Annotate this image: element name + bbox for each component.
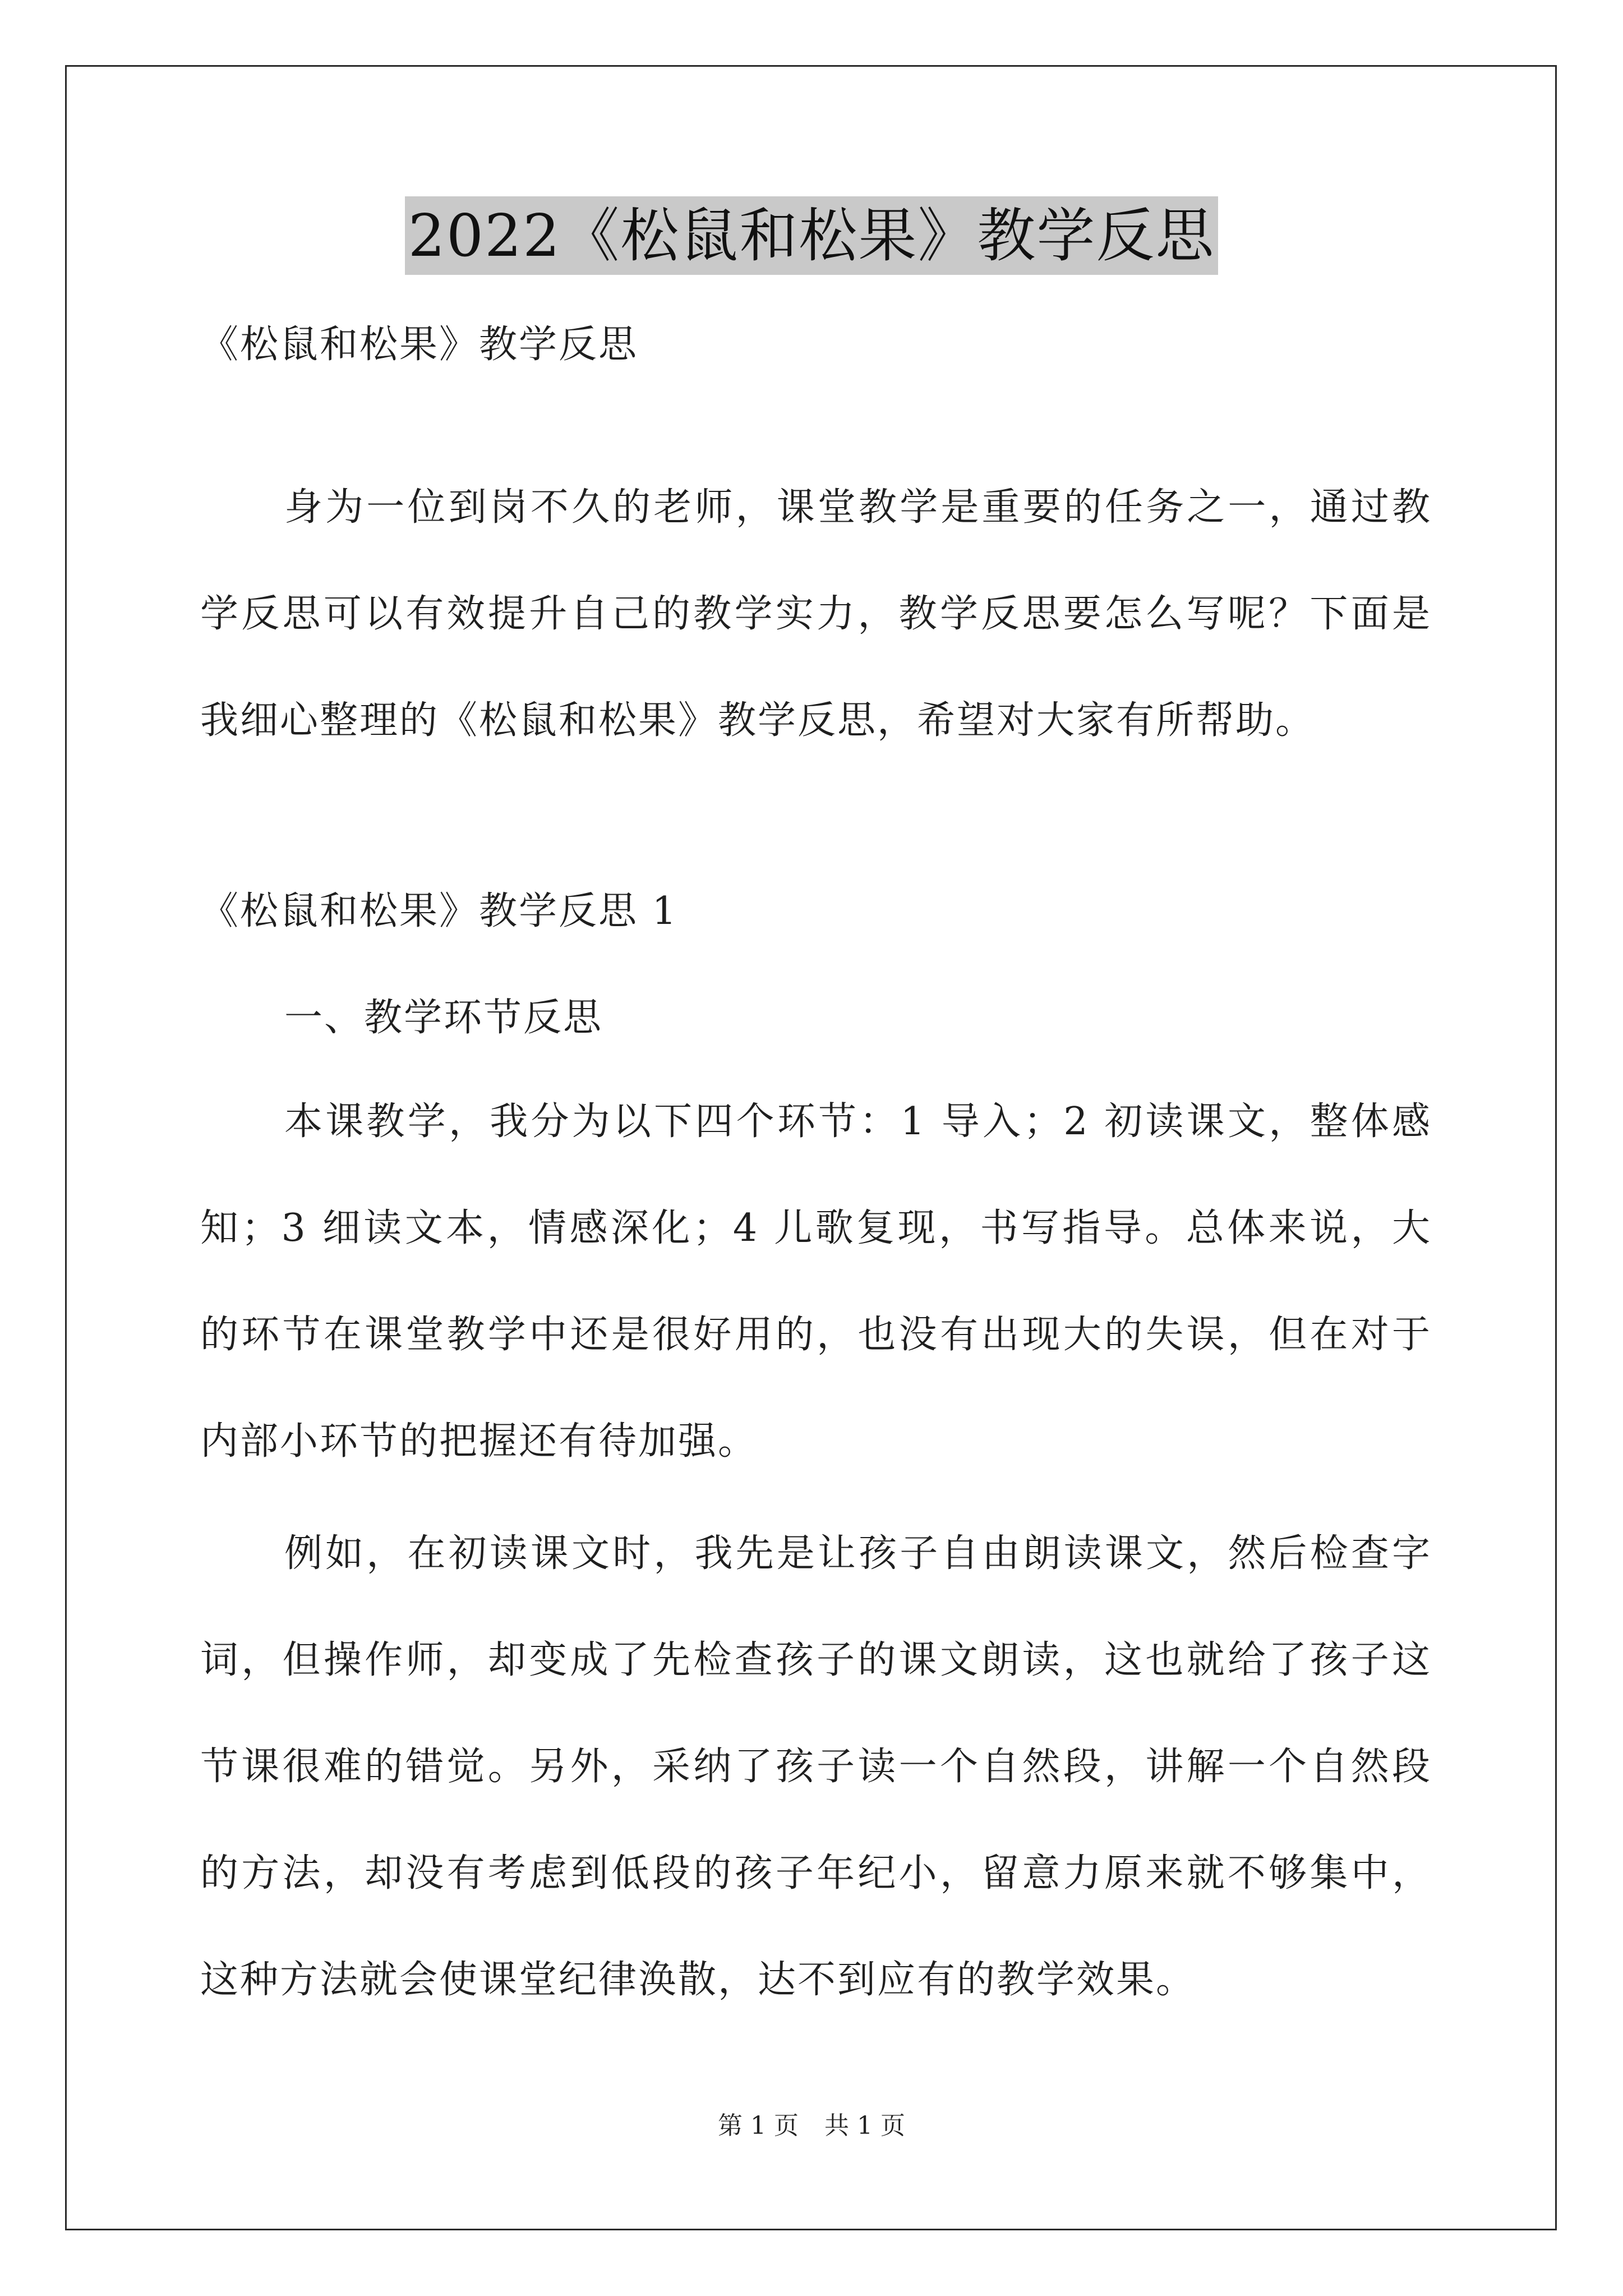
intro-paragraph: 身为一位到岗不久的老师，课堂教学是重要的任务之一，通过教学反思可以有效提升自己的教学实力，教学反思要怎么写呢？下面是我细心整理的《松鼠和松果》教学反思，希望对大家有所帮助。 <box>200 485 1432 743</box>
page-total: 共 1 页 <box>824 2111 905 2140</box>
body-paragraph-1: 本课教学，我分为以下四个环节：1 导入；2 初读课文，整体感知；3 细读文本，情感深化；4 儿歌复现，书写指导。总体来说，大的环节在课堂教学中还是很好用的，也没有出现大的失误，但在对于内部小环节的把握还有待加强。 <box>200 1099 1432 1464</box>
document-subtitle: 《松鼠和松果》教学反思 <box>200 323 639 367</box>
page-footer <box>0 2109 1623 2143</box>
body-paragraph-2: 例如，在初读课文时，我先是让孩子自由朗读课文，然后检查字词，但操作师，却变成了先检查孩子的课文朗读，这也就给了孩子这节课很难的错觉。另外，采纳了孩子读一个自然段，讲解一个自然段的方法，却没有考虑到低段的孩子年纪小，留意力原来就不够集中，这种方法就会使课堂纪律涣散，达不到应有的教学效果。 <box>200 1531 1432 2002</box>
section-heading: 《松鼠和松果》教学反思 1 <box>200 889 678 933</box>
sub-heading: 一、教学环节反思 <box>284 996 603 1040</box>
page-number: 第 1 页 <box>718 2111 799 2140</box>
title-container <box>0 196 1623 275</box>
document-title: 2022《松鼠和松果》教学反思 <box>405 196 1219 275</box>
